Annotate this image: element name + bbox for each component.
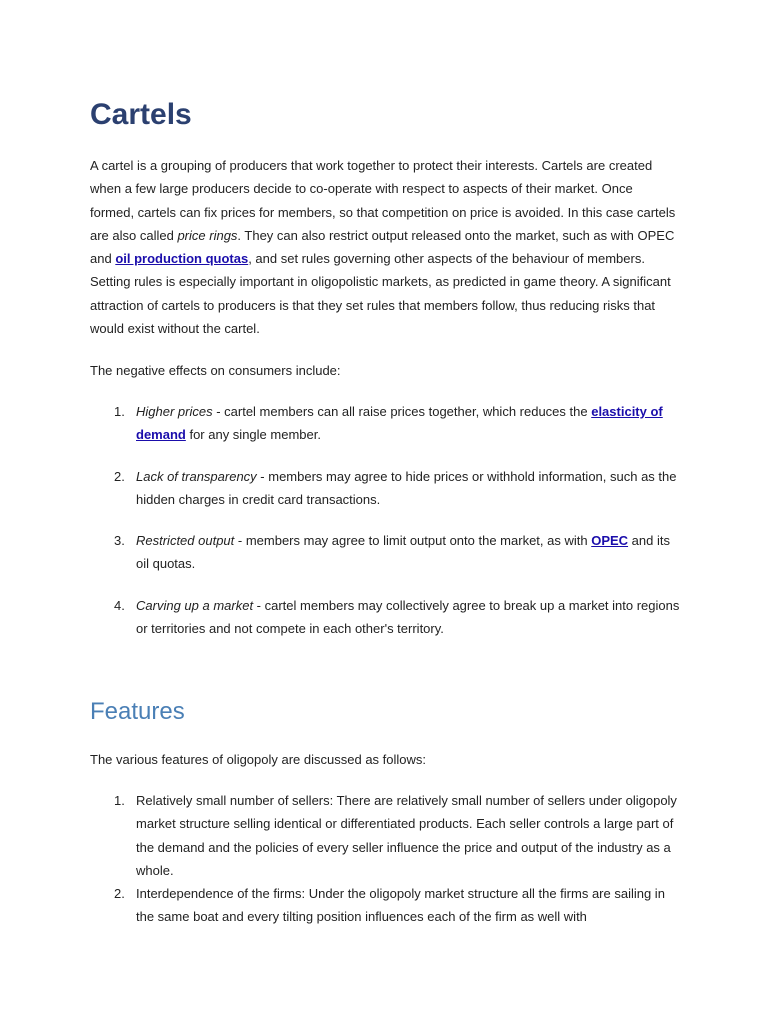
- negative-effects-intro: The negative effects on consumers include:: [90, 363, 341, 378]
- page-title: Cartels: [90, 98, 192, 131]
- list-item-desc: - members may agree to hide prices or withhold information, such as the hidden charges in credit card transactions.: [136, 469, 677, 508]
- list-number: 2.: [114, 469, 125, 484]
- list-item-term: Restricted output: [136, 533, 235, 548]
- list-item-desc: - cartel members can all raise prices together, which reduces the: [212, 404, 592, 419]
- intro-paragraph: [90, 154, 680, 340]
- list-item-text: Relatively small number of sellers: There are relatively small number of sellers under oligopoly market structure selling identical or differentiated products. Each seller controls a large part of the demand and the policies of every seller influence the price and output of the industry as a whole.: [136, 793, 677, 878]
- opec-link[interactable]: OPEC: [591, 533, 629, 548]
- intro-text-1: A cartel is a grouping of producers that work together to protect their interests. Cartels are created when a few large producers decide to co-operate with respect to aspects of their market. Once formed, cartels can fix prices for members, so that competition on price is avoided. In this case cartels are also called: [90, 158, 676, 243]
- list-number: 3.: [114, 533, 125, 548]
- list-item-term: Higher prices: [136, 404, 213, 419]
- list-item-text: [136, 529, 681, 576]
- list-item-text: [136, 465, 681, 512]
- list-item-desc: - cartel members may collectively agree to break up a market into regions or territories and not compete in each other's territory.: [136, 598, 680, 637]
- list-item-text: Interdependence of the firms: Under the oligopoly market structure all the firms are sailing in the same boat and every tilting position influences each of the firm as well with: [136, 886, 665, 925]
- list-number: 1.: [114, 404, 125, 419]
- list-item-term: Carving up a market: [136, 598, 254, 613]
- list-number: 4.: [114, 598, 125, 613]
- list-item-text: [136, 400, 681, 447]
- list-item-desc-end: for any single member.: [185, 427, 321, 443]
- intro-text-3: , and set rules governing other aspects of the behaviour of members. Setting rules is especially important in oligopolistic markets, as predicted in game theory. A significant attraction of cartels to producers is that they set rules that members follow, thus reducing risks that would exist without the cartel.: [90, 251, 671, 337]
- list-number: 2.: [114, 886, 125, 901]
- elasticity-of-demand-link[interactable]: elasticity of demand: [136, 404, 663, 443]
- list-item-term: Lack of transparency: [136, 469, 257, 484]
- oil-production-quotas-link[interactable]: oil production quotas: [115, 251, 249, 267]
- list-item-desc-end: and its oil quotas.: [136, 533, 670, 572]
- list-item-text: [136, 594, 681, 641]
- features-heading: Features: [90, 698, 185, 725]
- list-item-desc: - members may agree to limit output onto the market, as with: [234, 533, 592, 548]
- intro-text-2: . They can also restrict output released onto the market, such as with OPEC and: [90, 227, 675, 267]
- features-intro: The various features of oligopoly are discussed as follows:: [90, 752, 427, 767]
- list-number: 1.: [114, 793, 125, 808]
- intro-italic-term: price rings: [177, 227, 238, 243]
